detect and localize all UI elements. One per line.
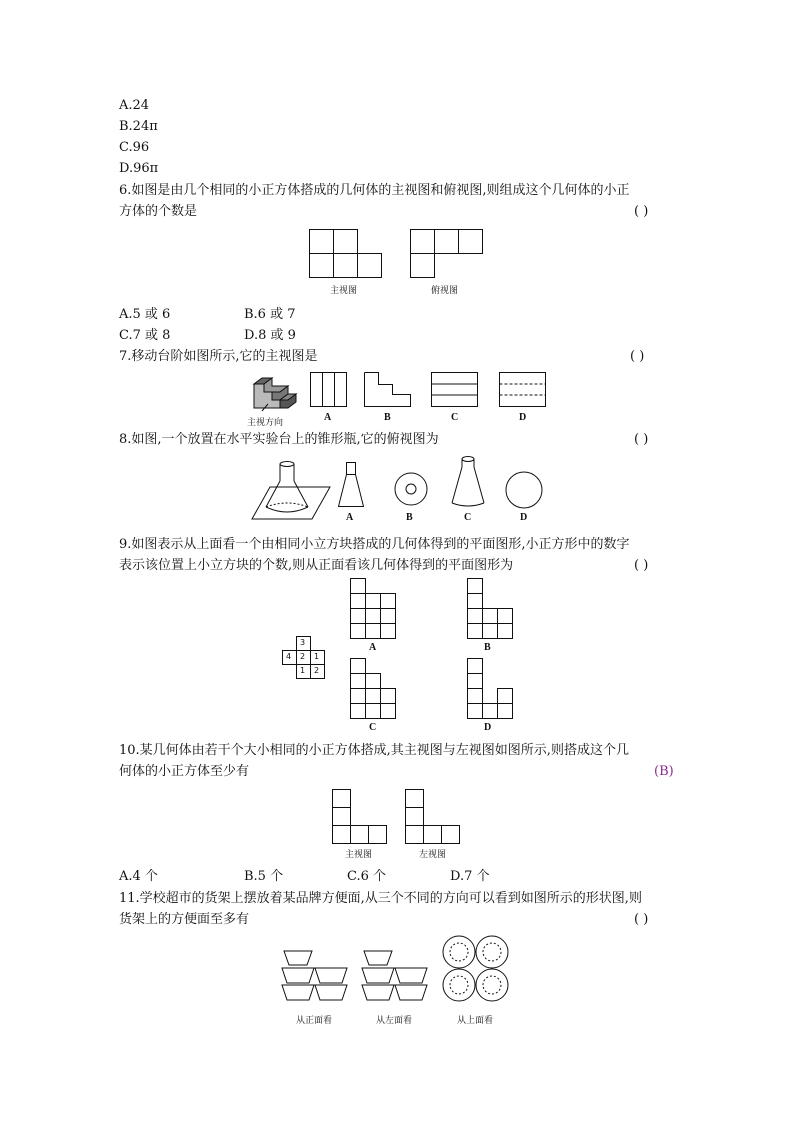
q9-label-d: D xyxy=(484,722,492,733)
option-b: B.6 或 7 xyxy=(244,307,296,322)
question-6-text-2: 方体的个数是 xyxy=(119,204,198,219)
option-a: A.24 xyxy=(119,98,150,113)
question-6-text: 6.如图是由几个相同的小正方体搭成的几何体的主视图和俯视图,则组成这个几何体的小正 xyxy=(119,183,630,198)
q7-option-a-figure xyxy=(310,372,350,408)
q7-stairs-figure xyxy=(250,374,300,414)
q7-label-b: B xyxy=(384,412,391,423)
option-a: A.5 或 6 xyxy=(119,307,171,322)
option-c: C.7 或 8 xyxy=(119,328,171,343)
answer-blank: ( ) xyxy=(634,432,649,447)
option-d: D.96π xyxy=(119,161,159,176)
question-9-text-2: 表示该位置上小立方块的个数,则从正面看该几何体得到的平面图形为 xyxy=(119,558,514,573)
answer-blank: ( ) xyxy=(630,349,645,364)
question-11-text-2: 货架上的方便面至多有 xyxy=(119,912,250,927)
option-b: B.5 个 xyxy=(244,869,284,884)
q7-label-c: C xyxy=(451,412,459,423)
q9-option-b-figure xyxy=(467,578,515,640)
q6-front-view xyxy=(309,229,384,279)
option-c: C.96 xyxy=(119,140,150,155)
q11-front-caption: 从正面看 xyxy=(296,1016,333,1026)
q10-left-view xyxy=(405,789,465,845)
q6-top-caption: 俯视图 xyxy=(431,286,459,296)
q8-label-b: B xyxy=(406,512,413,523)
q10-left-caption: 左视图 xyxy=(419,850,447,860)
question-10-text-2: 何体的小正方体至少有 xyxy=(119,764,250,779)
question-7-text: 7.移动台阶如图所示,它的主视图是 xyxy=(119,349,318,364)
q8-label-c: C xyxy=(464,512,472,523)
q8-option-d-figure xyxy=(505,472,545,510)
q6-front-caption: 主视图 xyxy=(330,286,358,296)
q10-front-caption: 主视图 xyxy=(345,850,373,860)
q8-option-a-figure xyxy=(336,462,366,508)
option-c: C.6 个 xyxy=(347,869,387,884)
option-d: D.8 或 9 xyxy=(244,328,296,343)
option-d: D.7 个 xyxy=(450,869,490,884)
grid-number: 2 xyxy=(314,666,320,675)
answer-blank: ( ) xyxy=(634,912,649,927)
q8-option-c-figure xyxy=(450,455,490,510)
grid-number: 1 xyxy=(314,652,320,661)
q11-top-caption: 从上面看 xyxy=(457,1016,494,1026)
answer-marked: (B) xyxy=(654,764,674,779)
answer-blank: ( ) xyxy=(634,204,649,219)
q7-option-d-figure xyxy=(499,372,549,408)
q9-label-b: B xyxy=(484,642,491,653)
q8-label-a: A xyxy=(346,512,354,523)
q11-left-caption: 从左面看 xyxy=(376,1016,413,1026)
grid-number: 2 xyxy=(300,652,306,661)
question-8-text: 8.如图,一个放置在水平实验台上的锥形瓶,它的俯视图为 xyxy=(119,432,439,447)
q11-left-view xyxy=(362,950,432,1005)
grid-number: 4 xyxy=(286,652,292,661)
q11-top-view xyxy=(442,935,512,1005)
q9-label-c: C xyxy=(369,722,377,733)
q9-option-c-figure xyxy=(350,658,398,720)
option-b: B.24π xyxy=(119,119,158,134)
option-a: A.4 个 xyxy=(119,869,158,884)
question-10-text: 10.某几何体由若干个大小相同的小正方体搭成,其主视图与左视图如图所示,则搭成这个几 xyxy=(119,743,629,758)
q8-flask-figure xyxy=(252,459,332,521)
question-9-text: 9.如图表示从上面看一个由相同小立方块搭成的几何体得到的平面图形,小正方形中的数字 xyxy=(119,537,630,552)
q9-option-d-figure xyxy=(467,658,515,720)
q8-option-b-figure xyxy=(394,472,430,508)
q10-front-view xyxy=(332,789,392,845)
q11-front-view xyxy=(282,950,352,1005)
q7-direction-caption: 主视方向 xyxy=(247,418,284,428)
grid-number: 3 xyxy=(300,638,306,647)
q7-label-a: A xyxy=(324,412,332,423)
q6-top-view xyxy=(410,229,485,279)
q7-label-d: D xyxy=(519,412,527,423)
question-11-text: 11.学校超市的货架上摆放着某品牌方便面,从三个不同的方向可以看到如图所示的形状图,则 xyxy=(119,891,642,906)
q9-option-a-figure xyxy=(350,578,398,640)
q7-option-c-figure xyxy=(431,372,481,408)
q7-option-b-figure xyxy=(364,372,414,408)
answer-blank: ( ) xyxy=(634,558,649,573)
grid-number: 1 xyxy=(300,666,306,675)
q8-label-d: D xyxy=(520,512,528,523)
q9-label-a: A xyxy=(369,642,377,653)
